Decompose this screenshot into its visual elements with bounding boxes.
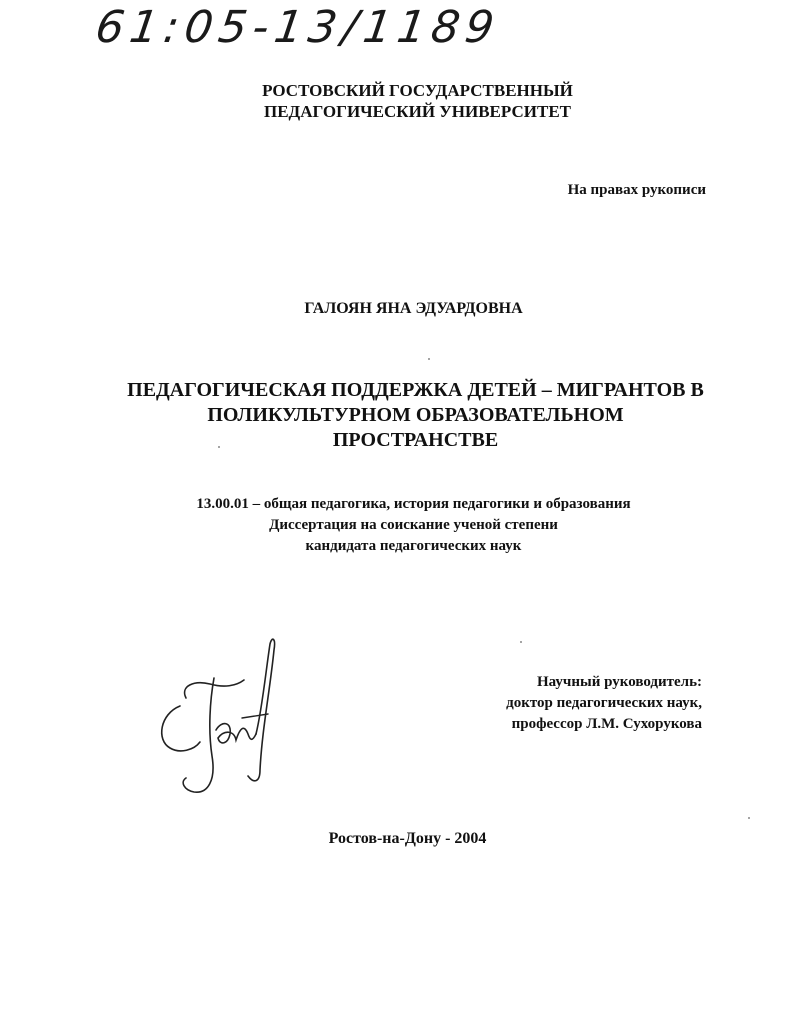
author-name: ГАЛОЯН ЯНА ЭДУАРДОВНА [304,300,523,317]
scan-speck [428,358,430,360]
title-line-1: ПЕДАГОГИЧЕСКАЯ ПОДДЕРЖКА ДЕТЕЙ – МИГРАНТОВ В [127,379,704,401]
manuscript-note: На правах рукописи [567,182,706,198]
supervisor-line-1: Научный руководитель: [537,674,702,690]
university-line-1: РОСТОВСКИЙ ГОСУДАРСТВЕННЫЙ [262,81,573,100]
city-year: Ростов-на-Дону - 2004 [328,830,487,847]
specialty-line-3: кандидата педагогических наук [305,538,522,554]
signature-icon [150,630,290,800]
specialty-line-2: Диссертация на соискание ученой степени [269,517,558,533]
catalog-code-handwritten: 61:05-13/1189 [92,2,504,53]
title-line-2: ПОЛИКУЛЬТУРНОМ ОБРАЗОВАТЕЛЬНОМ [207,404,624,426]
scan-speck [520,641,522,643]
university-line-2: ПЕДАГОГИЧЕСКИЙ УНИВЕРСИТЕТ [263,102,571,121]
university-name [18,80,799,122]
scan-speck [218,446,220,448]
supervisor-info [506,672,702,735]
specialty-line-1: 13.00.01 – общая педагогика, история педагогики и образования [196,496,631,512]
title-line-3: ПРОСТРАНСТВЕ [332,429,499,451]
dissertation-title [16,378,799,453]
supervisor-line-3: профессор Л.М. Сухорукова [511,716,702,732]
supervisor-line-2: доктор педагогических наук, [506,695,702,711]
specialty-info [14,494,799,557]
scan-speck [748,817,750,819]
